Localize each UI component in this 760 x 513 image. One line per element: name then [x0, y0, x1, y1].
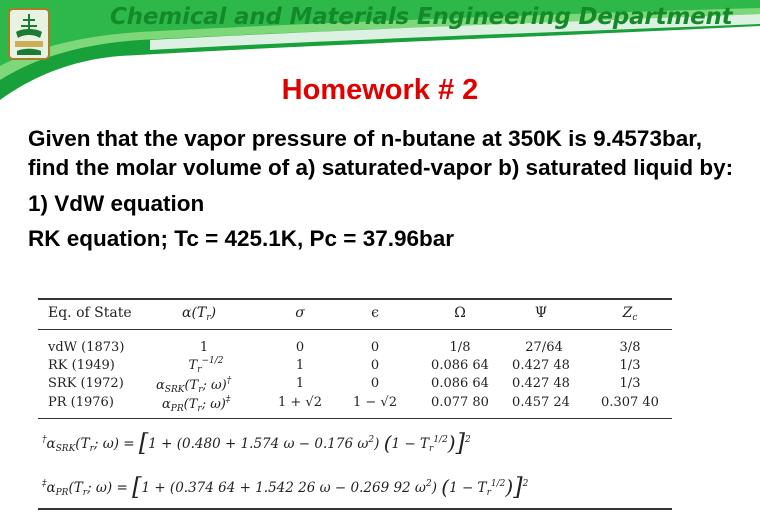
row-vdw-sigma: 0 — [295, 340, 305, 355]
item-rk: RK equation; Tc = 425.1K, Pc = 37.96bar — [28, 226, 455, 251]
row-rk-eq: RK (1949) — [48, 358, 115, 373]
department-name: Chemical and Materials Engineering Department — [110, 4, 733, 30]
footnote-srk: $^\dagger\alpha_{SRK}(T_r$; ω) = [1 + (0.480 + 1.574 ω − 0.176 $\omega^2$) $(1 - T_r^{1/2})]^2$ — [42, 429, 471, 457]
row-vdw-epsilon: 0 — [370, 340, 380, 355]
header-epsilon: ϵ — [371, 305, 379, 321]
row-rk-epsilon: 0 — [370, 358, 380, 373]
problem-text — [28, 124, 743, 253]
row-pr-sigma: 1 + √2 — [278, 395, 322, 410]
row-rk-alpha: $T_r^{-1/2}$ — [188, 356, 224, 375]
row-vdw-zc: 3/8 — [619, 340, 641, 355]
row-pr-psi: 0.457 24 — [512, 395, 570, 410]
row-rk-psi: 0.427 48 — [512, 358, 570, 373]
row-srk-zc: 1/3 — [619, 376, 641, 391]
table-body-rule — [38, 418, 672, 419]
footnote-pr: $^\ddagger\alpha_{PR}(T_r$; ω) = [1 + (0.374 64 + 1.542 26 ω − 0.269 92 $\omega^2$) $(1 - T_r^{1/2})]^2$ — [42, 473, 529, 501]
item-vdw: 1) VdW equation — [28, 191, 205, 216]
header-sigma: σ — [295, 305, 305, 321]
row-pr-eq: PR (1976) — [48, 395, 114, 410]
row-vdw-alpha: 1 — [199, 340, 209, 355]
row-rk-omega: 0.086 64 — [431, 358, 489, 373]
header-zc: $Z_c$ — [622, 305, 638, 323]
row-vdw-eq: vdW (1873) — [48, 340, 125, 355]
row-srk-psi: 0.427 48 — [512, 376, 570, 391]
header-eq: Eq. of State — [48, 305, 132, 321]
row-srk-omega: 0.086 64 — [431, 376, 489, 391]
problem-statement: Given that the vapor pressure of n-butane at 350K is 9.4573bar, find the molar volume of a) saturated-vapor b) saturated liquid by: — [28, 126, 734, 180]
row-pr-epsilon: 1 − √2 — [353, 395, 397, 410]
row-srk-alpha: $\alpha_{SRK}(T_r$; ω)† — [156, 376, 232, 395]
row-pr-alpha: $\alpha_{PR}(T_r$; ω)‡ — [162, 395, 231, 414]
header-alpha: $\alpha(T_r)$ — [182, 305, 217, 323]
header-psi: Ψ — [534, 305, 548, 321]
eos-table — [38, 296, 672, 512]
row-srk-eq: SRK (1972) — [48, 376, 124, 391]
table-top-rule — [38, 298, 672, 300]
row-srk-sigma: 1 — [295, 376, 305, 391]
university-logo — [6, 6, 52, 62]
row-rk-zc: 1/3 — [619, 358, 641, 373]
row-vdw-psi: 27/64 — [525, 340, 563, 355]
row-srk-epsilon: 0 — [370, 376, 380, 391]
row-vdw-omega: 1/8 — [449, 340, 471, 355]
table-bottom-rule — [38, 508, 672, 510]
homework-title: Homework # 2 — [281, 74, 479, 106]
row-pr-zc: 0.307 40 — [601, 395, 659, 410]
row-pr-omega: 0.077 80 — [431, 395, 489, 410]
table-header-rule — [38, 329, 672, 330]
row-rk-sigma: 1 — [295, 358, 305, 373]
header-omega: Ω — [454, 305, 466, 321]
